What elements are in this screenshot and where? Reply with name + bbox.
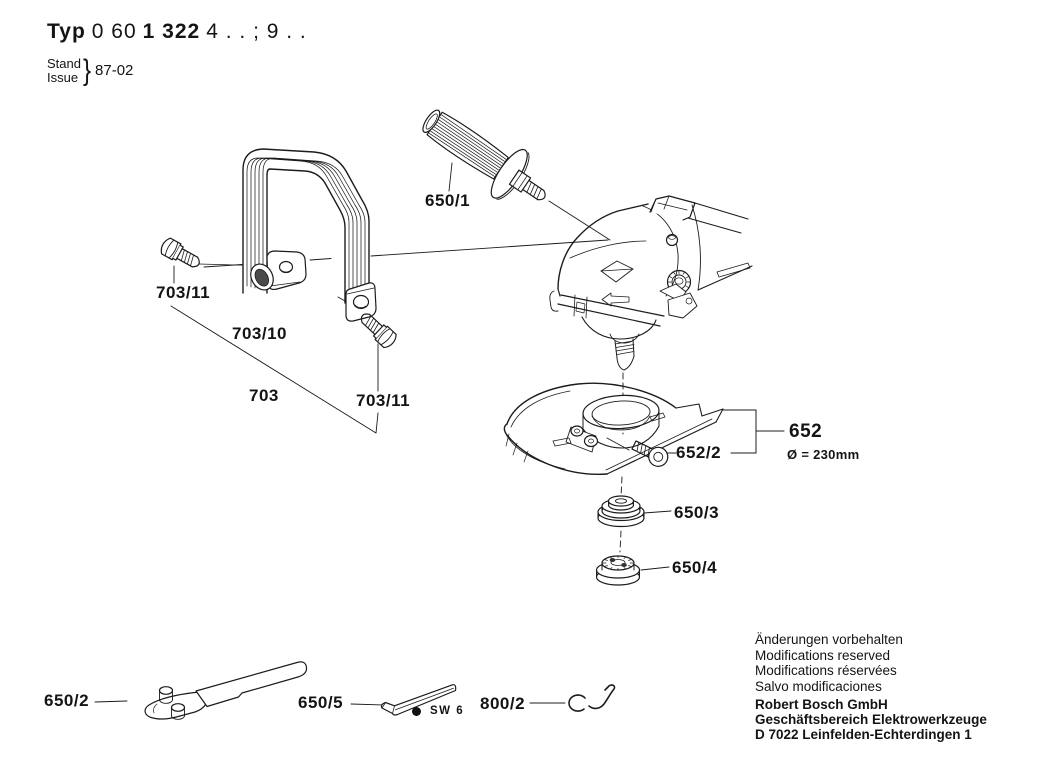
part-label-clamp-screw: 652/2 xyxy=(676,443,722,462)
guard-diameter-note: Ø = 230mm xyxy=(787,447,860,462)
issue-date-block xyxy=(47,54,133,88)
part-label-bail-handle: 703 xyxy=(249,386,279,405)
typ-label: Typ xyxy=(47,20,86,43)
company-line: Geschäftsbereich Elektrowerkzeuge xyxy=(755,712,987,727)
part-label-guard-assembly: 652 xyxy=(789,421,823,442)
bolt-lower-drawing xyxy=(356,309,398,350)
notice-line: Modifications réservées xyxy=(755,663,897,678)
notice-line: Änderungen vorbehalten xyxy=(755,632,903,647)
part-label-bolt-lower: 703/11 xyxy=(356,391,411,410)
clamp-nut-drawing xyxy=(597,556,640,585)
guard-assembly-bracket xyxy=(723,410,784,453)
notice-line: Modifications reserved xyxy=(755,647,891,663)
hex-key-size-note xyxy=(412,705,464,717)
part-label-backing-flange: 650/3 xyxy=(674,503,720,522)
part-label-hex-key: 650/5 xyxy=(298,693,344,712)
part-label-wire-clip: 800/2 xyxy=(480,694,526,713)
hex-socket-icon xyxy=(412,707,421,716)
bail-handle-drawing xyxy=(243,149,376,321)
wire-clip-drawing xyxy=(569,685,615,711)
company-line: D 7022 Leinfelden-Echterdingen 1 xyxy=(755,727,972,742)
issue-value: 87-02 xyxy=(95,61,134,79)
issue-label: Issue xyxy=(47,70,79,85)
part-label-bolt-upper: 703/11 xyxy=(156,283,211,302)
part-label-side-handle: 650/1 xyxy=(425,191,471,210)
company-address-block xyxy=(755,697,987,742)
company-line: Robert Bosch GmbH xyxy=(755,697,888,712)
hex-key-size-text: SW 6 xyxy=(430,705,465,717)
typ-number-suffix: 4 . . ; 9 . . xyxy=(206,20,307,43)
part-label-pin-wrench: 650/2 xyxy=(44,691,90,710)
type-number-title xyxy=(47,20,307,44)
typ-number-bold: 1 322 xyxy=(142,20,201,43)
grinder-head-drawing xyxy=(550,196,752,370)
part-label-clamp-nut: 650/4 xyxy=(672,558,718,577)
typ-number-light: 0 60 xyxy=(91,20,137,43)
part-label-bracket: 703/10 xyxy=(232,324,287,343)
notice-line: Salvo modificaciones xyxy=(755,678,882,694)
backing-flange-drawing xyxy=(598,496,644,527)
pin-wrench-drawing xyxy=(145,662,306,719)
bolt-upper-drawing xyxy=(159,236,204,272)
stand-label: Stand xyxy=(47,56,81,71)
brace-glyph: } xyxy=(82,54,92,87)
modification-notices xyxy=(755,632,903,694)
